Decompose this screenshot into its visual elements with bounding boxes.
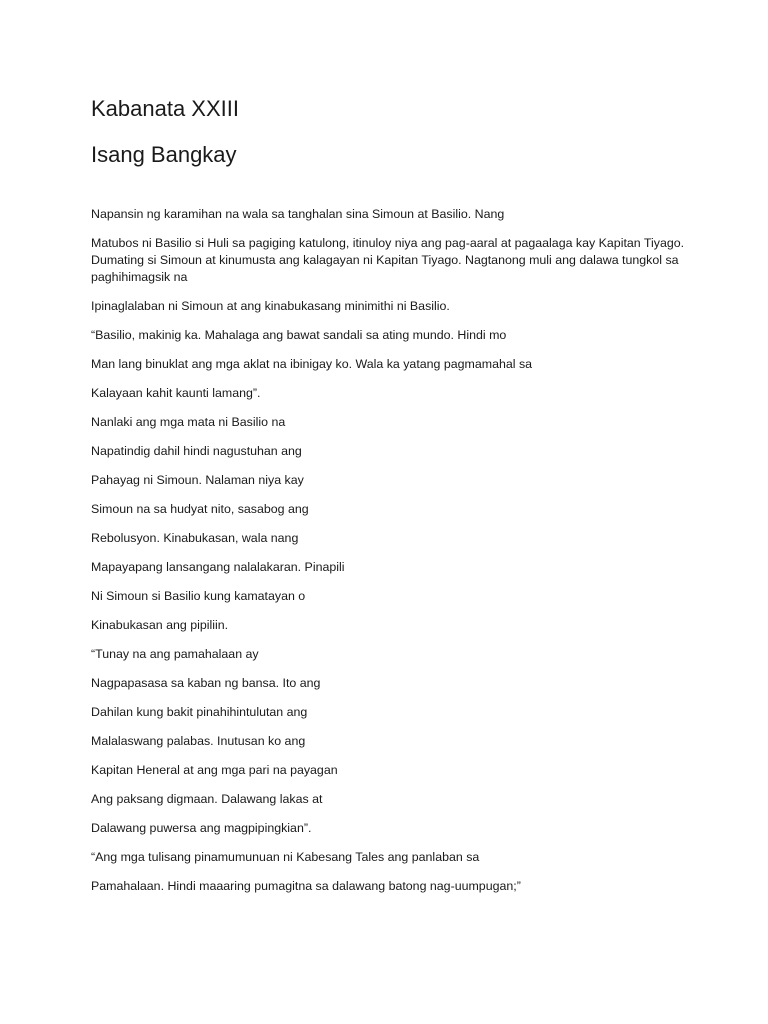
chapter-title: Isang Bangkay xyxy=(91,142,237,167)
paragraph: Nanlaki ang mga mata ni Basilio na xyxy=(91,415,286,429)
paragraph: “Basilio, makinig ka. Mahalaga ang bawat sandali sa ating mundo. Hindi mo xyxy=(91,328,507,342)
paragraph: Malalaswang palabas. Inutusan ko ang xyxy=(91,734,306,748)
paragraph: Dahilan kung bakit pinahihintulutan ang xyxy=(91,705,308,719)
body-text xyxy=(91,206,691,907)
paragraph: Ni Simoun si Basilio kung kamatayan o xyxy=(91,589,306,603)
paragraph: Matubos ni Basilio si Huli sa pagiging katulong, itinuloy niya ang pag-aaral at pagaalaga kay Kapitan Tiyago. Dumating si Simoun at kinumusta ang kalagayan ni Kapitan Tiyago. Nagtanong muli ang dalawa tungkol sa paghihimagsik na xyxy=(91,236,685,284)
paragraph: Man lang binuklat ang mga aklat na ibinigay ko. Wala ka yatang pagmamahal sa xyxy=(91,357,533,371)
paragraph: Simoun na sa hudyat nito, sasabog ang xyxy=(91,502,309,516)
paragraph: Napatindig dahil hindi nagustuhan ang xyxy=(91,444,302,458)
paragraph: Nagpapasasa sa kaban ng bansa. Ito ang xyxy=(91,676,321,690)
paragraph: Ipinaglalaban ni Simoun at ang kinabukasang minimithi ni Basilio. xyxy=(91,299,450,313)
paragraph: Ang paksang digmaan. Dalawang lakas at xyxy=(91,792,323,806)
paragraph: “Ang mga tulisang pinamumunuan ni Kabesang Tales ang panlaban sa xyxy=(91,850,480,864)
paragraph: “Tunay na ang pamahalaan ay xyxy=(91,647,259,661)
paragraph: Pamahalaan. Hindi maaaring pumagitna sa dalawang batong nag-uumpugan;” xyxy=(91,879,521,893)
paragraph: Dalawang puwersa ang magpipingkian”. xyxy=(91,821,312,835)
paragraph: Kinabukasan ang pipiliin. xyxy=(91,618,229,632)
paragraph: Pahayag ni Simoun. Nalaman niya kay xyxy=(91,473,304,487)
chapter-heading: Kabanata XXIII xyxy=(91,96,239,121)
paragraph: Kapitan Heneral at ang mga pari na payagan xyxy=(91,763,338,777)
paragraph: Kalayaan kahit kaunti lamang”. xyxy=(91,386,261,400)
paragraph: Napansin ng karamihan na wala sa tanghalan sina Simoun at Basilio. Nang xyxy=(91,207,505,221)
paragraph: Rebolusyon. Kinabukasan, wala nang xyxy=(91,531,299,545)
paragraph: Mapayapang lansangang nalalakaran. Pinapili xyxy=(91,560,345,574)
